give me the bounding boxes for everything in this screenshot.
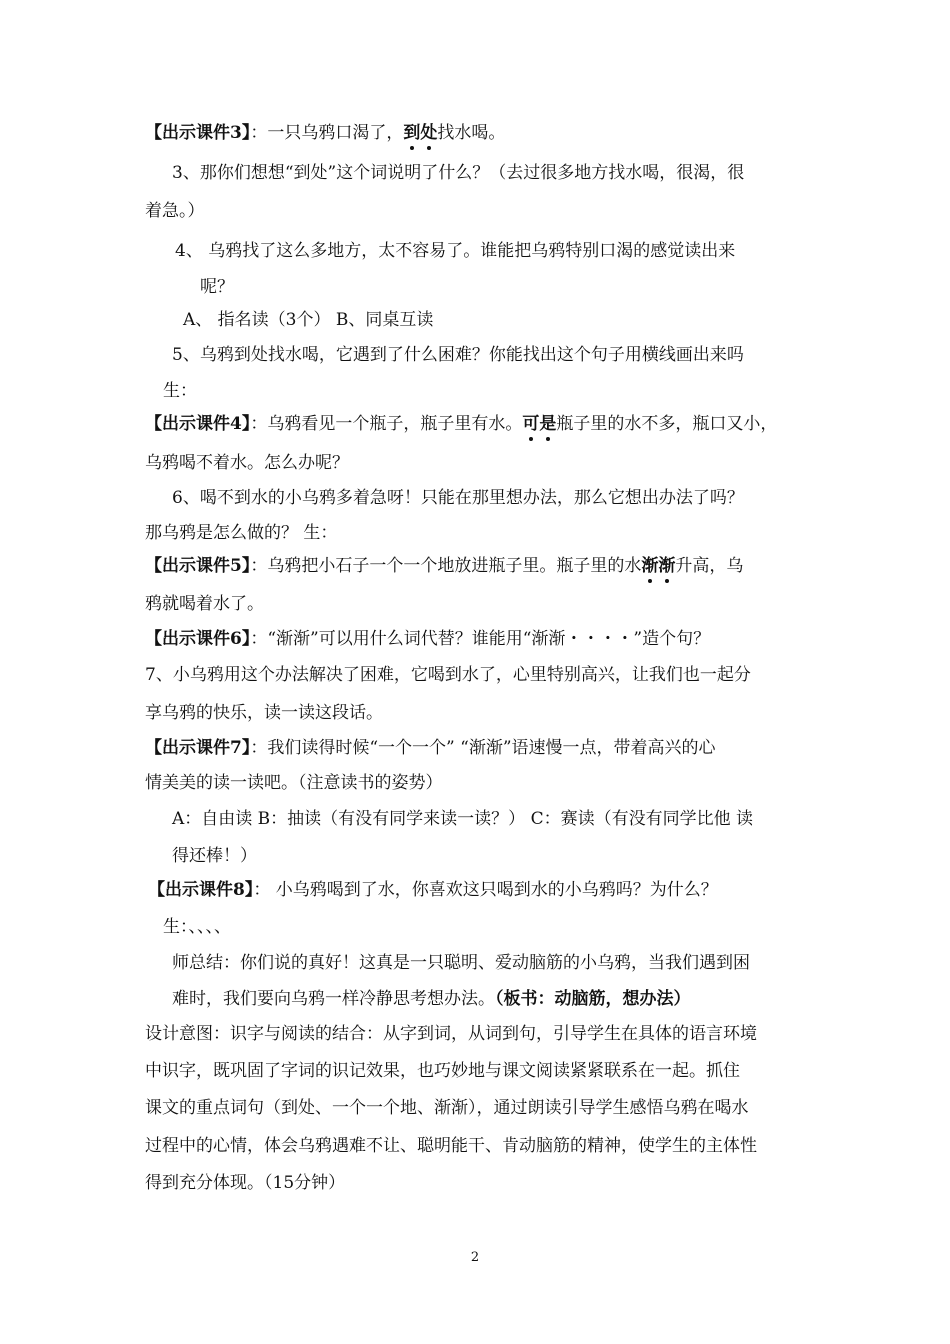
- text-line: 过程中的心情，体会乌鸦遇难不让、聪明能干、肯动脑筋的精神，使学生的主体性: [145, 1136, 757, 1156]
- student-response: 生：: [163, 381, 197, 401]
- student-response: 生：、、、、: [163, 917, 231, 937]
- text-line: 中识字，既巩固了字词的识记效果，也巧妙地与课文阅读紧紧联系在一起。抓住: [145, 1061, 740, 1081]
- question-5: 5、乌鸦到处找水喝，它遇到了什么困难？你能找出这个句子用横线画出来吗: [172, 345, 744, 365]
- courseware-3-line: 【出示课件3】：一只乌鸦口渴了，到处找水喝。: [145, 123, 506, 143]
- emphasis-char: 渐: [658, 556, 676, 576]
- text-line: 得还棒！）: [172, 846, 257, 866]
- reading-options: A、 指名读（3个） B、同桌互读: [183, 310, 434, 330]
- text-line: 享乌鸦的快乐，读一读这段话。: [145, 703, 383, 723]
- reading-methods: A：自由读 B：抽读（有没有同学来读一读？） C：赛读（有没有同学比他 读: [172, 809, 753, 829]
- emphasis-char: 到: [403, 123, 421, 143]
- text-line: 课文的重点词句（到处、一个一个地、渐渐），通过朗读引导学生感悟乌鸦在喝水: [145, 1098, 749, 1118]
- summary-with-board-note: 难时，我们要向乌鸦一样冷静思考想办法。（板书：动脑筋，想办法）: [172, 989, 691, 1009]
- design-intent-heading: 设计意图：识字与阅读的结合：从字到词，从词到句，引导学生在具体的语言环境: [145, 1024, 757, 1044]
- teacher-summary: 师总结：你们说的真好！这真是一只聪明、爱动脑筋的小乌鸦，当我们遇到困: [172, 953, 750, 973]
- question-7: 7、小乌鸦用这个办法解决了困难，它喝到水了，心里特别高兴，让我们也一起分: [145, 665, 751, 685]
- emphasis-char: 处: [420, 123, 438, 143]
- question-6: 6、喝不到水的小乌鸦多着急呀！只能在那里想办法，那么它想出办法了吗？: [172, 488, 744, 508]
- text-line: 乌鸦喝不着水。怎么办呢？: [145, 453, 349, 473]
- emphasis-char: 渐: [641, 556, 659, 576]
- text-line: 呢？: [200, 277, 234, 297]
- board-note: （板书：动脑筋，想办法）: [495, 989, 691, 1009]
- question-3: 3、那你们想想“到处”这个词说明了什么？（去过很多地方找水喝，很渴，很: [172, 163, 745, 183]
- courseware-5-line: 【出示课件5】：乌鸦把小石子一个一个地放进瓶子里。瓶子里的水渐渐升高，乌: [145, 556, 744, 576]
- courseware-6-line: 【出示课件6】：“渐渐”可以用什么词代替？谁能用“渐渐・・・・”造个句？: [145, 629, 711, 649]
- text-line: 情美美的读一读吧。（注意读书的姿势）: [145, 773, 443, 793]
- courseware-8-line: 【出示课件8】： 小乌鸦喝到了水，你喜欢这只喝到水的小乌鸦吗？为什么？: [148, 880, 718, 900]
- text-line: 鸦就喝着水了。: [145, 594, 264, 614]
- courseware-4-line: 【出示课件4】：乌鸦看见一个瓶子，瓶子里有水。可是瓶子里的水不多，瓶口又小，: [145, 414, 778, 434]
- courseware-7-line: 【出示课件7】：我们读得时候“一个一个” “渐渐”语速慢一点，带着高兴的心: [145, 738, 716, 758]
- emphasis-char: 是: [539, 414, 557, 434]
- emphasis-char: 可: [522, 414, 540, 434]
- text-line: 那乌鸦是怎么做的？ 生：: [145, 523, 338, 543]
- text-line: 得到充分体现。（15分钟）: [145, 1173, 346, 1193]
- question-4: 4、 乌鸦找了这么多地方，太不容易了。谁能把乌鸦特别口渴的感觉读出来: [175, 241, 736, 261]
- page-number: 2: [470, 1250, 480, 1265]
- text-line: 着急。）: [145, 201, 205, 221]
